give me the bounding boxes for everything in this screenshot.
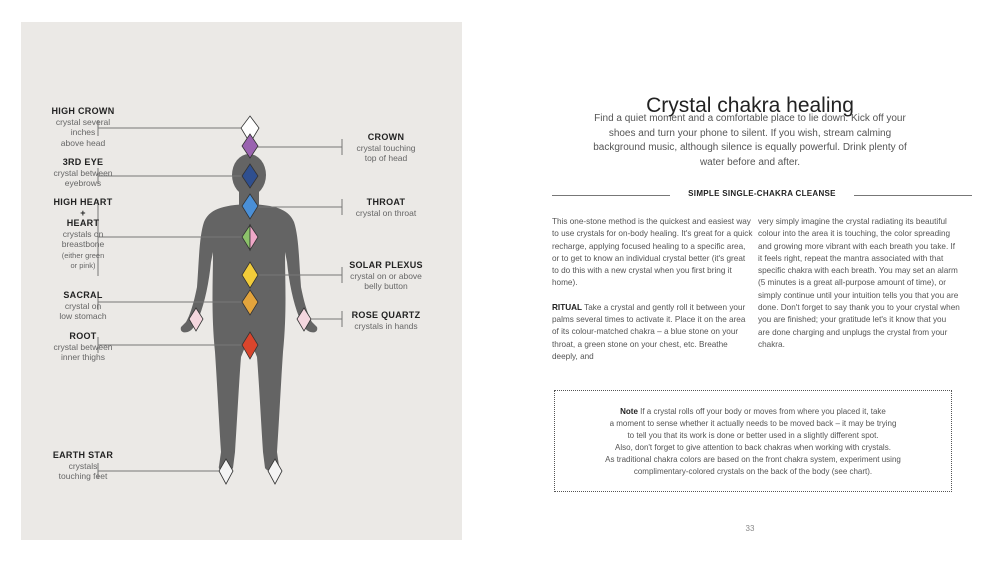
section-heading: SIMPLE SINGLE-CHAKRA CLEANSE: [552, 189, 972, 201]
paragraph: This one-stone method is the quickest and easiest way to use crystals for on-body healing. It's great for a quick recharge, applying focused healing to a specific area, or to get to know an individual crystal better (it's great to do this with a new crystal when you first bring it home).: [552, 217, 753, 288]
label-high-heart-heart: HIGH HEART + HEART crystals on breastbone (either green or pink): [53, 197, 113, 270]
label-throat: THROAT crystal on throat: [355, 197, 417, 218]
label-rose-quartz: ROSE QUARTZ crystals in hands: [351, 310, 421, 331]
label-earth-star: EARTH STAR crystals touching feet: [52, 450, 114, 481]
label-high-crown: HIGH CROWN crystal several inches above head: [51, 106, 115, 148]
note-box: Note If a crystal rolls off your body or moves from where you placed it, take a moment to sense whether it actually needs to be moved back – it may be trying to tell you that its work is done or better used in a slightly different spot. Also, don't forget to give attention to back chakras when working with crystals. As traditional chakra colors are based on the front chakra system, experiment using complimentary-colored crystals on the back of the body (see chart).: [554, 390, 952, 492]
crown-crystal-icon: [242, 134, 258, 158]
ritual-paragraph: RITUAL Take a crystal and gently roll it between your palms several times to activate it. Place it on the area of its colour-matched chakra – a blue stone on your throat, a green stone on your chest, etc. Breathe deeply, and: [552, 302, 746, 361]
page-number: 33: [745, 524, 755, 533]
label-crown: CROWN crystal touching top of head: [356, 132, 416, 163]
text-page: [500, 0, 1000, 563]
paragraph: very simply imagine the crystal radiating its beautiful colour into the area it is touching, the color spreading and growing more vibrant with each breath you take. If it feels right, repeat the mantra associated with that specific chakra with each breath. You may set an alarm (5 minutes is a great all-purpose amount of time), or simply continue until your intuition tells you that you are done. Don't forget to say thank you to your crystal when you are finished; your gratitude let's it know that you are done charging and unplugs the crystal from your chakra.: [758, 217, 960, 349]
label-third-eye: 3RD EYE crystal between eyebrows: [53, 157, 113, 188]
illustration-page: [21, 22, 462, 540]
intro-paragraph: Find a quiet moment and a comfortable place to lie down. Kick off your shoes and turn your phone to silent. If you wish, stream calming background music, although silence is equally powerful. Drink plenty of water before and after.: [593, 113, 907, 168]
label-sacral: SACRAL crystal on low stomach: [59, 290, 107, 321]
label-solar-plexus: SOLAR PLEXUS crystal on or above belly button: [349, 260, 423, 291]
text-column-1: [552, 216, 754, 375]
label-root: ROOT crystal between inner thighs: [53, 331, 113, 362]
divider: [854, 195, 972, 196]
text-column-2: [758, 216, 960, 363]
page-title: Crystal chakra healing: [646, 94, 854, 118]
